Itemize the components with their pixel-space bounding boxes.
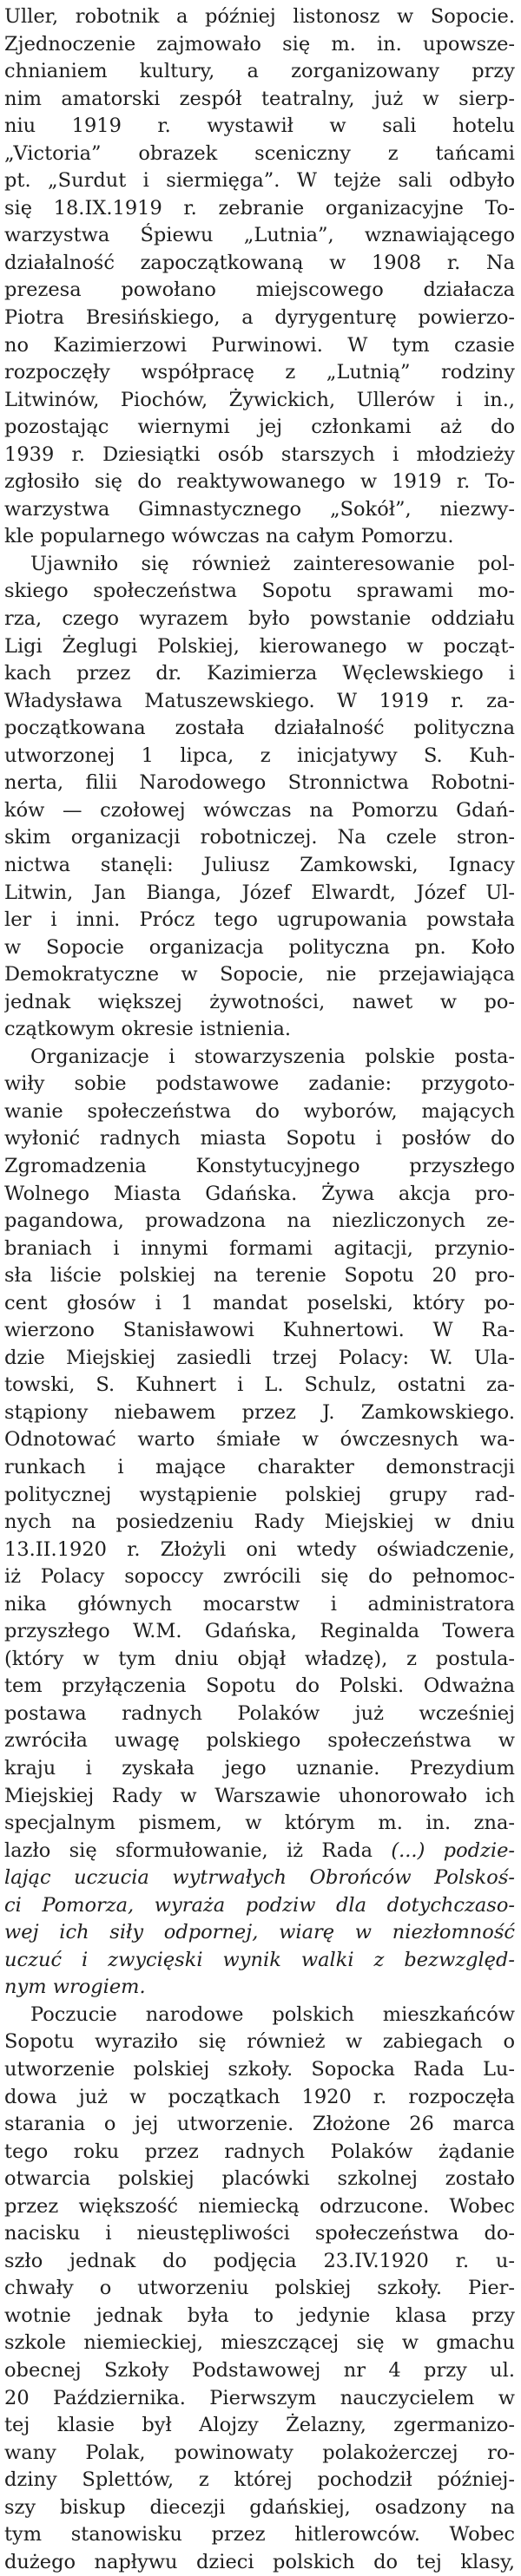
text-line: wyłonić radnych miasta Sopotu i posłów do [4,1127,515,1150]
text-line: specjalnym pismem, w którym m. in. zna- [4,1812,515,1835]
text-line: skiego społeczeństwa Sopotu sprawami mo- [4,580,515,603]
text-line: pt. „Surdut i siermięga”. W tejże sali odbyło [4,169,515,193]
quote-text: lając uczucia wytrwałych Obrońców Polskoś- [4,1866,515,1890]
text-line: nim amatorski zespół teatralny, już w sierp- [4,87,515,110]
text-line: politycznej wystąpienie polskiej grupy rad- [4,1483,515,1506]
text-line: Sopotu wyraziło się również w zabiegach o [4,2030,515,2054]
text-line: stąpiony niebawem przez J. Zamkowskiego. [4,1400,515,1424]
text-line: towski, S. Kuhnert i L. Schulz, ostatni za- [4,1373,515,1397]
text-line: ków — czołowej wówczas na Pomorzu Gdań- [4,798,515,822]
text-line: szło jednak do podjęcia 23.IV.1920 r. u- [4,2249,515,2272]
quote-line [4,1919,515,1947]
text-line: jednak większej żywotności, nawet w po- [4,990,515,1013]
text-line: czątkowym okresie istnienia. [4,1018,292,1041]
text-line: tem przyłączenia Sopotu do Polski. Odważna [4,1675,515,1698]
text-line: skim organizacji robotniczej. Na czele stron- [4,826,515,849]
text-line: Zjednoczenie zajmowało się m. in. upowsze- [4,32,515,56]
text-line: dużego napływu dzieci polskich do tej klasy, [4,2550,515,2573]
text-line: zgłosiło się do reaktywowanego w 1919 r. To- [4,470,515,494]
text-line: sła liście polskiej na terenie Sopotu 20 pro- [4,1264,515,1288]
text-line: Demokratyczne w Sopocie, nie przejawiająca [4,963,515,986]
text-line: (który w tym dniu objął władzę), z postula- [4,1647,515,1670]
paragraph-3 [4,1044,515,2002]
text-line: zwróciła uwagę polskiego społeczeństwa w [4,1729,515,1753]
text-line: starania o jej utworzenie. Złożone 26 marca [4,2113,515,2136]
text-line: Organizacje i stowarzyszenia polskie posta- [30,1045,515,1068]
text-line: prezesa powołano miejscowego działacza [4,279,515,302]
text-line: Miejskiej Rady w Warszawie uhonorowało ich [4,1784,515,1807]
text-line: nych na posiedzeniu Rady Miejskiej w dniu [4,1511,515,1534]
text-line: rozpoczęły współpracę z „Lutnią” rodziny [4,361,515,384]
text-line: Litwin, Jan Bianga, Józef Elwardt, Józef Ul- [4,881,515,904]
text-line: warzystwa Śpiewu „Lutnia”, wznawiającego [4,224,515,247]
text-line: się 18.IX.1919 r. zebranie organizacyjne To- [4,196,515,220]
text-line: pagandowa, prowadzona na niezliczonych ze- [4,1209,515,1233]
text-line: braniach i innymi formami agitacji, przynio- [4,1236,515,1260]
text-line: w Sopocie organizacja polityczna pn. Koło [4,935,515,959]
text-line: nacisku i nieustępliwości społeczeństwa do- [4,2222,515,2245]
text-line: Uller, robotnik a później listonosz w Sopocie. [4,5,515,28]
text-line: utworzenie polskiej szkoły. Sopocka Rada Lu- [4,2058,515,2081]
text-line: utworzonej 1 lipca, z inicjatywy S. Kuh- [4,744,515,767]
text-line: kle popularnego wówczas na całym Pomorzu. [4,525,454,548]
text-line: przyszłego W.M. Gdańska, Reginalda Towera [4,1620,515,1643]
text-line: otwarcia polskiej placówki szkolnej zostało [4,2167,515,2191]
quote-line [4,1947,515,1975]
text-line: tym stanowisku przez hitlerowców. Wobec [4,2523,515,2547]
paragraph-2 [4,551,515,1044]
text-line: postawa radnych Polaków już wcześniej [4,1701,515,1725]
quote-line [4,1974,515,2002]
text-line: runkach i mające charakter demonstracji [4,1455,515,1478]
paragraph-4 [4,2002,515,2576]
text-line: wanie społeczeństwa do wyborów, mających [4,1099,515,1123]
text-line: Odnotować warto śmiałe w ówczesnych wa- [4,1428,515,1452]
paragraph-1 [4,3,515,551]
quote-text: uczuć i zwycięski wynik walki z bezwzględ- [4,1948,515,1971]
text-line: tego roku przez radnych Polaków żądanie [4,2140,515,2163]
quote-text: ci Pomorza, wyraża podziw dla dotychczaso- [4,1893,515,1917]
text-line: szy biskup diecezji gdańskiej, osadzony na [4,2495,515,2519]
text-line: 20 Października. Pierwszym nauczycielem w [4,2386,515,2409]
text-line: Ujawniło się również zainteresowanie pol- [30,552,515,575]
text-line: Ligi Żeglugi Polskiej, kierowanego w począt- [4,634,515,658]
text-line: „Victoria” obrazek sceniczny z tańcami [4,141,515,165]
text-line: cent głosów i 1 mandat poselski, który po- [4,1291,515,1314]
text-line: początkowana została działalność polityczna [4,717,515,740]
text-line: obecnej Szkoły Podstawowej nr 4 przy ul. [4,2359,515,2383]
text-line: wotnie jednak była to jedynie klasa przy [4,2304,515,2327]
text-line: pozostając wiernymi jej członkami aż do [4,416,515,439]
text-line: Piotra Bresińskiego, a dyrygenturę powierzo- [4,306,515,330]
quote-text: wej ich siły odpornej, wiarę w niezłomność [4,1921,515,1944]
text-line: 1939 r. Dziesiątki osób starszych i młodzieży [4,442,515,466]
text-line: przez większość niemiecką odrzucone. Wobec [4,2194,515,2218]
text-line: Władysława Matuszewskiego. W 1919 r. za- [4,689,515,712]
text-line: Poczucie narodowe polskich mieszkańców [30,2002,515,2026]
text-line: niu 1919 r. wystawił w sali hotelu [4,115,515,138]
text-line: iż Polacy sopoccy zwrócili się do pełnomoc- [4,1565,515,1589]
quote-text: nym wrogiem. [4,1976,146,1999]
text-line: wiły sobie podstawowe zadanie: przygoto- [4,1072,515,1096]
quote-segment: (...) podzie- [391,1839,515,1862]
text-line: chnianiem kultury, a zorganizowany przy [4,60,515,83]
text-line: dziny Splettów, z której pochodził później- [4,2468,515,2492]
text-line: szkole niemieckiej, mieszczącej się w gmachu [4,2331,515,2355]
quote-line [4,1892,515,1920]
document-page [4,3,515,2576]
text-line: nerta, filii Narodowego Stronnictwa Robotni- [4,771,515,795]
text-line: Litwinów, Piochów, Żywickich, Ullerów i in., [4,388,515,411]
text-line: wierzono Stanisławowi Kuhnertowi. W Ra- [4,1319,515,1342]
text-line: dzie Miejskiej zasiedli trzej Polacy: W. Ula- [4,1346,515,1369]
text-line: nika głównych mocarstw i administratora [4,1592,515,1616]
text-line: rza, czego wyrazem było powstanie oddziału [4,607,515,631]
text-line: chwały o utworzeniu polskiej szkoły. Pier- [4,2277,515,2300]
text-segment: lazło się sformułowanie, iż Rada [4,1839,392,1862]
text-line: kach przez dr. Kazimierza Węclewskiego i [4,662,515,685]
text-line: 13.II.1920 r. Złożyli oni wtedy oświadczenie, [4,1537,515,1561]
text-line-mixed [4,1838,515,1865]
text-line: warzystwa Gimnastycznego „Sokół”, niezwy- [4,497,515,521]
text-line: Wolnego Miasta Gdańska. Żywa akcja pro- [4,1182,515,1205]
text-line: działalność zapoczątkowaną w 1908 r. Na [4,251,515,274]
text-line: no Kazimierzowi Purwinowi. W tym czasie [4,333,515,357]
text-line: ler i inni. Prócz tego ugrupowania powstała [4,908,515,932]
text-line: tej klasie był Alojzy Żelazny, zgermanizo- [4,2414,515,2437]
text-line: kraju i zyskała jego uznanie. Prezydium [4,1757,515,1780]
quote-line [4,1865,515,1892]
text-line: dowa już w początkach 1920 r. rozpoczęła [4,2085,515,2108]
text-line: wany Polak, powinowaty polakożerczej ro- [4,2441,515,2464]
text-line: nictwa stanęli: Juliusz Zamkowski, Ignacy [4,853,515,876]
text-line: Zgromadzenia Konstytucyjnego przyszłego [4,1154,515,1177]
